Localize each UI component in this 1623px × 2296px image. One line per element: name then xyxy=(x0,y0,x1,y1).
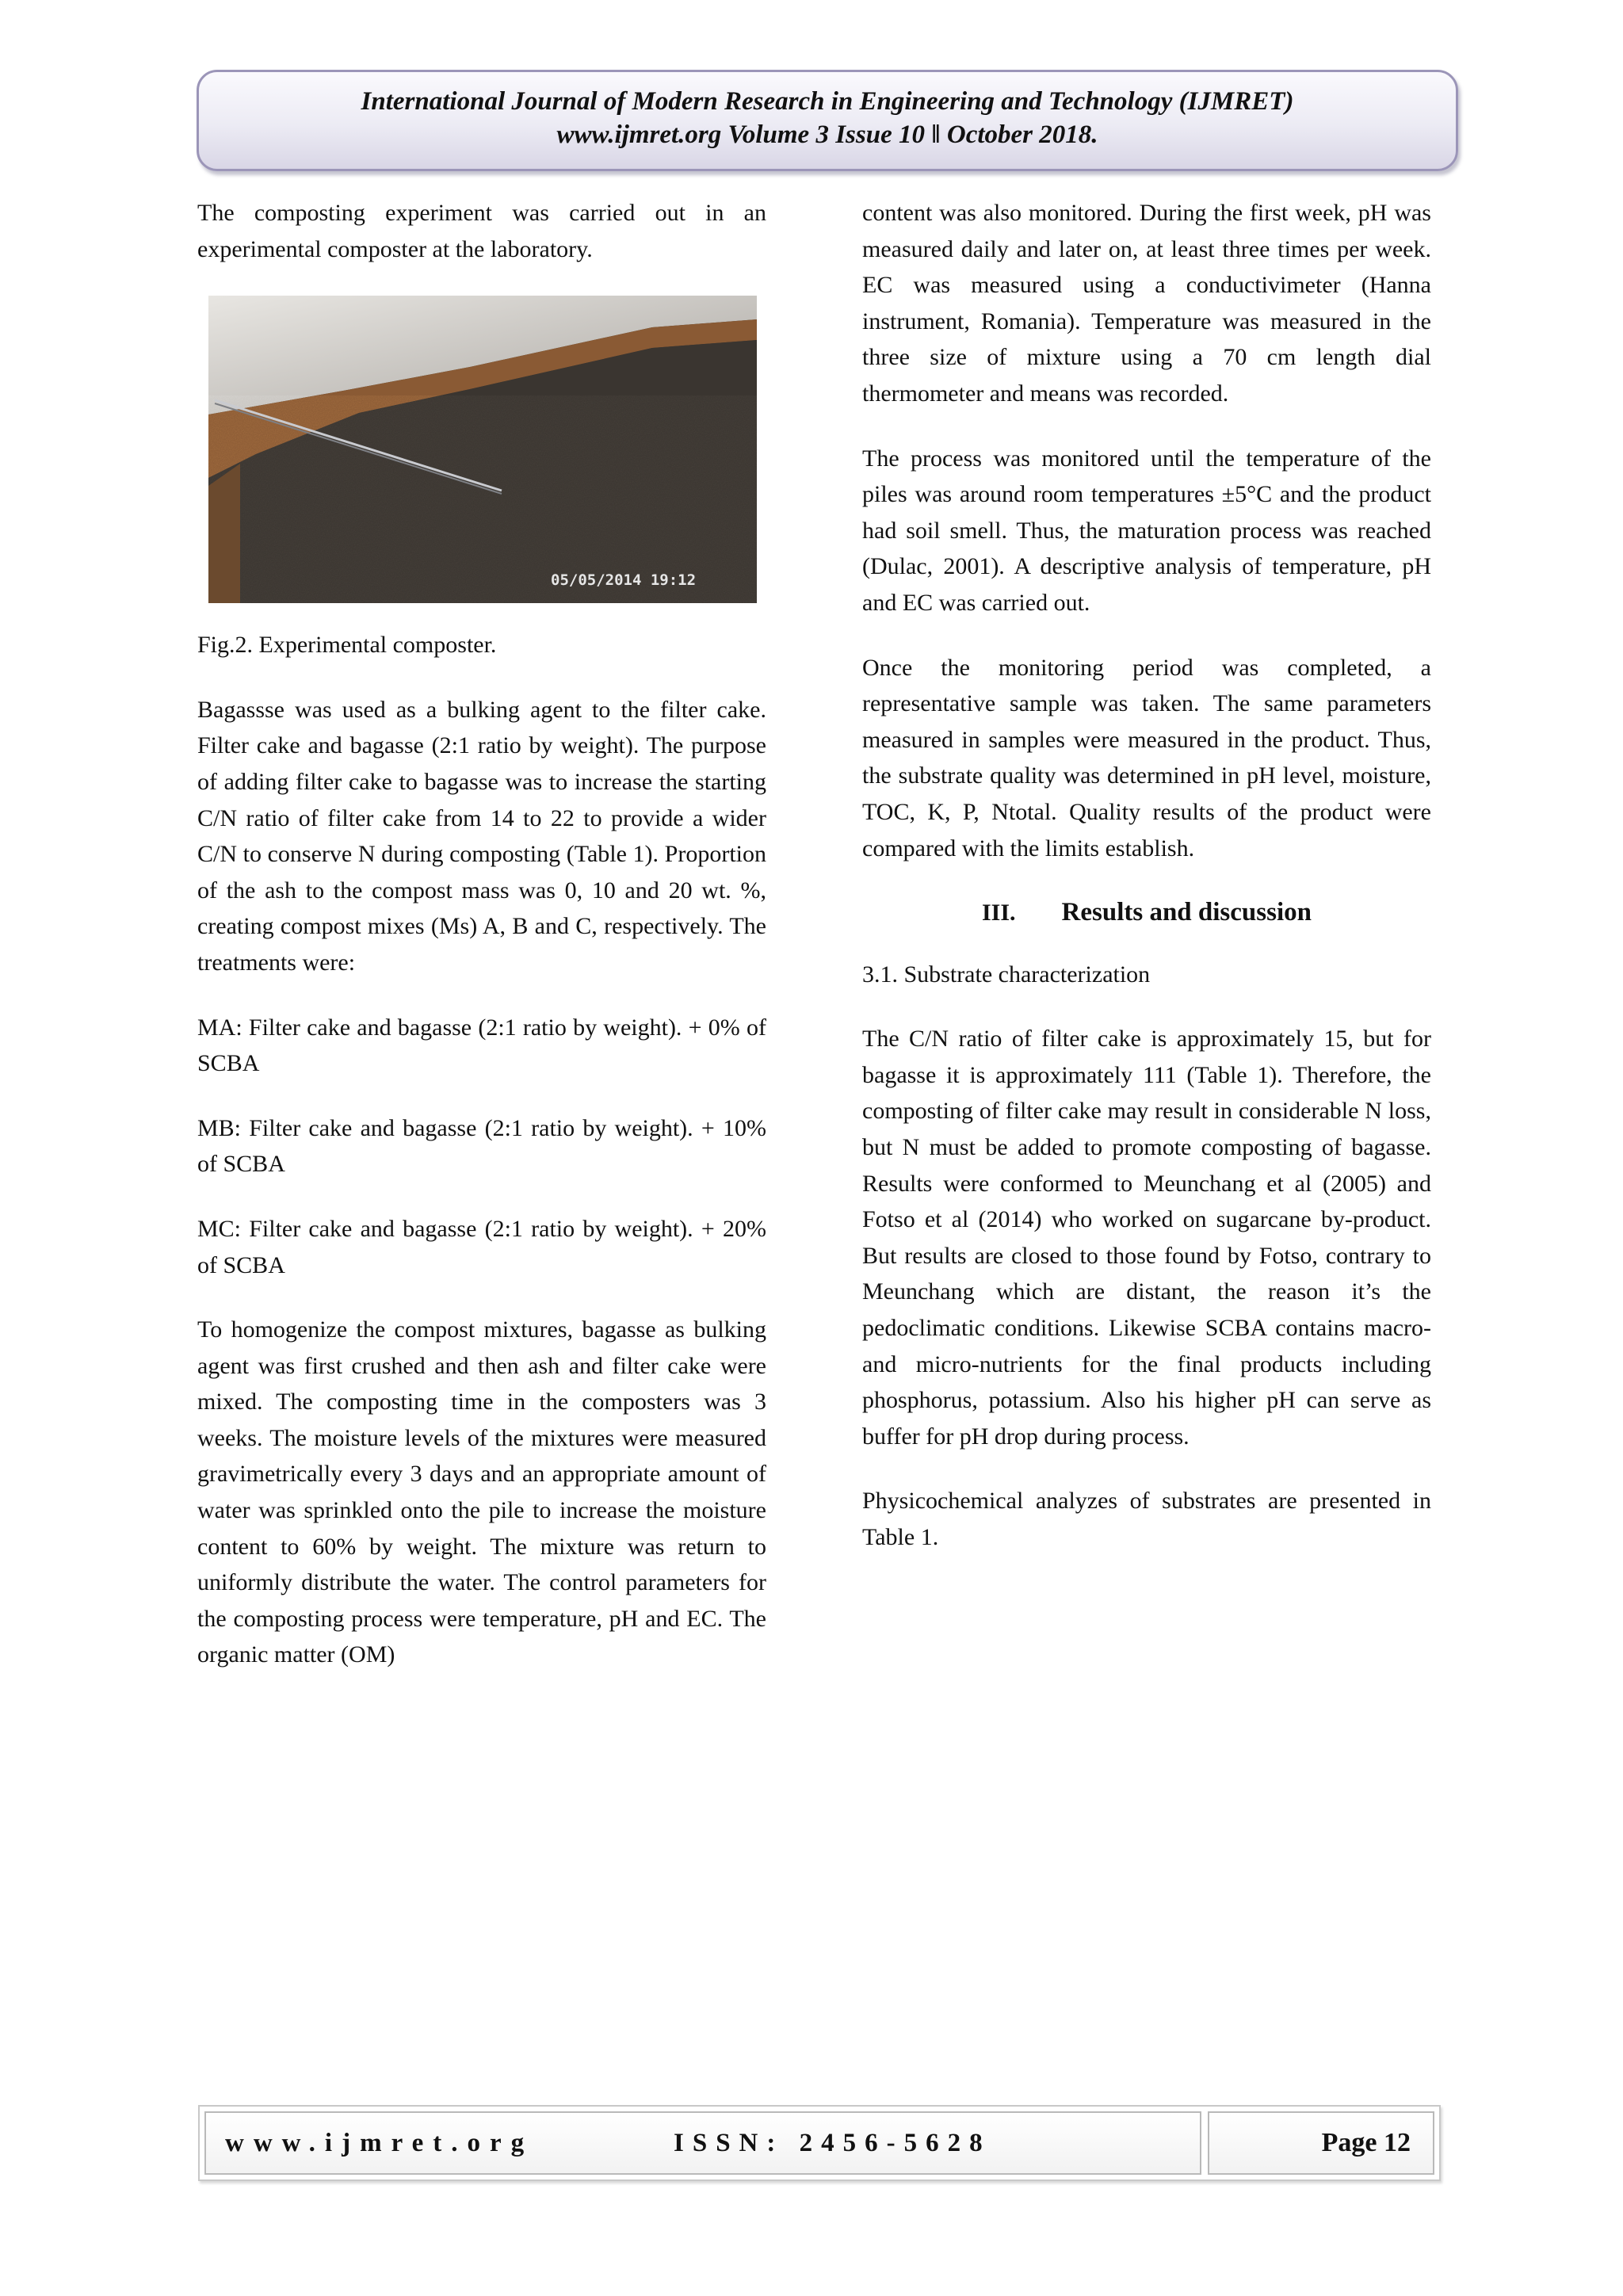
section-number: III. xyxy=(982,900,1016,926)
treatment-ma: MA: Filter cake and bagasse (2:1 ratio by weight). + 0% of SCBA xyxy=(197,1014,766,1077)
footer-website: www.ijmret.org xyxy=(225,2129,534,2157)
photo-timestamp: 05/05/2014 19:12 xyxy=(551,571,697,590)
footer-issn: ISSN: 2456-5628 xyxy=(674,2129,991,2157)
figure-caption: Fig.2. Experimental composter. xyxy=(197,632,497,659)
paragraph: The composting experiment was carried out in an experimental composter at the laboratory. xyxy=(197,200,766,262)
page-number: Page 12 xyxy=(1208,2111,1434,2175)
section-title: Results and discussion xyxy=(1061,898,1312,927)
paragraph: Once the monitoring period was completed, a representative sample was taken. The same parameters measured in samples were measured in the product. Thus, the substrate quality was determined in pH level, moisture, TOC, K, P, Ntotal. Quality results of the product were compared with the limits establish. xyxy=(862,654,1431,861)
right-column xyxy=(862,195,1431,1584)
footer-info xyxy=(204,2111,1201,2175)
journal-header xyxy=(197,70,1458,171)
treatment-mb: MB: Filter cake and bagasse (2:1 ratio by weight). + 10% of SCBA xyxy=(197,1114,766,1178)
subsection-heading: 3.1. Substrate characterization xyxy=(862,961,1151,988)
journal-issue: www.ijmret.org Volume 3 Issue 10 ǁ October 2018. xyxy=(556,120,1098,149)
section-heading xyxy=(862,895,1431,931)
paragraph: The C/N ratio of filter cake is approximately 15, but for bagasse it is approximately 111 (Table 1). Therefore, the composting of filter cake may result in considerable N loss, but N must be added to promote composting of bagasse. Results were conformed to Meunchang et al (2005) and Fotso et al (2014) who worked on sugarcane by-product. But results are closed to those found by Fotso, contrary to Meunchang which are distant, the reason it’s the pedoclimatic conditions. Likewise SCBA contains macro- and micro-nutrients for the final products including phosphorus, potassium. Also his higher pH can serve as buffer for pH drop during process. xyxy=(862,1026,1431,1450)
left-column xyxy=(197,195,766,1702)
paragraph: The process was monitored until the temperature of the piles was around room temperatures ±5°C and the product had soil smell. Thus, the maturation process was reached (Dulac, 2001). A descriptive analysis of temperature, pH and EC was carried out. xyxy=(862,445,1431,616)
paragraph: Physicochemical analyzes of substrates are presented in Table 1. xyxy=(862,1488,1431,1550)
page-footer xyxy=(198,2105,1441,2181)
journal-title: International Journal of Modern Research in Engineering and Technology (IJMRET) xyxy=(361,87,1294,116)
paragraph: content was also monitored. During the first week, pH was measured daily and later on, at least three times per week. EC was measured using a conductivimeter (Hanna instrument, Romania). Temperature was measured in the three size of mixture using a 70 cm length dial thermometer and means was recorded. xyxy=(862,200,1431,407)
paragraph: To homogenize the compost mixtures, bagasse as bulking agent was first crushed and then ash and filter cake were mixed. The composting time in the composters was 3 weeks. The moisture levels of the mixtures were measured gravimetrically every 3 days and an appropriate amount of water was sprinkled onto the pile to increase the moisture content to 60% by weight. The mixture was return to uniformly distribute the water. The control parameters for the composting process were temperature, pH and EC. The organic matter (OM) xyxy=(197,1316,766,1668)
experimental-composter-photo xyxy=(208,296,757,603)
treatment-mc: MC: Filter cake and bagasse (2:1 ratio by weight). + 20% of SCBA xyxy=(197,1215,766,1278)
paragraph: Bagassse was used as a bulking agent to the filter cake. Filter cake and bagasse (2:1 ratio by weight). The purpose of adding filter cake to bagasse was to increase the starting C/N ratio of filter cake from 14 to 22 to provide a wider C/N to conserve N during composting (Table 1). Proportion of the ash to the compost mass was 0, 10 and 20 wt. %, creating compost mixes (Ms) A, B and C, respectively. The treatments were: xyxy=(197,696,766,976)
